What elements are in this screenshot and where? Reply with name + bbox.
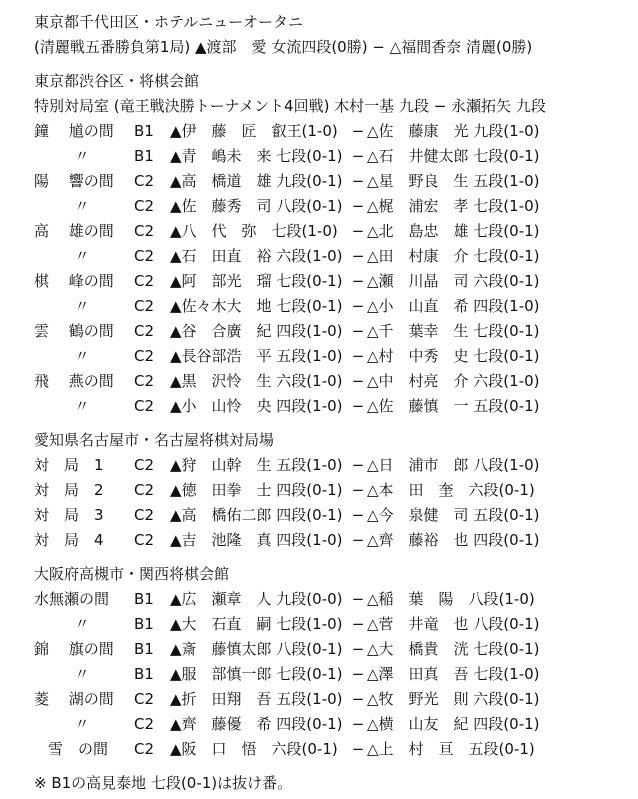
game-row	[34, 294, 634, 319]
game-row	[34, 712, 634, 737]
black-player: ▲佐々木大 地 七段(0-1)	[170, 297, 343, 315]
black-player: ▲斎 藤慎太郎 八段(0-1)	[170, 640, 343, 658]
game-row	[34, 344, 634, 369]
versus-dash: −	[351, 590, 365, 608]
room-name: 〃	[74, 347, 90, 365]
game-row	[34, 737, 634, 762]
versus-dash: −	[351, 456, 365, 474]
white-player: △菅 井竜 也 八段(0-1)	[367, 615, 540, 633]
black-player: ▲谷 合廣 紀 四段(1-0)	[170, 322, 343, 340]
room-name: 陽 響の間	[34, 172, 114, 190]
room-name: 〃	[74, 147, 90, 165]
league-class: C2	[134, 347, 155, 365]
versus-dash: −	[351, 222, 365, 240]
versus-dash: −	[351, 531, 365, 549]
league-class: C2	[134, 531, 155, 549]
black-player: ▲狩 山幹 生 五段(1-0)	[170, 456, 343, 474]
white-player: △佐 藤慎 一 五段(0-1)	[367, 397, 540, 415]
game-row	[34, 394, 634, 419]
versus-dash: −	[351, 506, 365, 524]
game-row	[34, 219, 634, 244]
game-row	[34, 119, 634, 144]
black-player: ▲長谷部浩 平 五段(1-0)	[170, 347, 343, 365]
league-class: C2	[134, 456, 155, 474]
sections	[34, 69, 634, 771]
league-class: C2	[134, 740, 155, 758]
game-row	[34, 369, 634, 394]
versus-dash: −	[351, 347, 365, 365]
room-name: 鐘 馗の間	[34, 122, 114, 140]
league-class: C2	[134, 247, 155, 265]
league-class: C2	[134, 372, 155, 390]
white-player: △齊 藤裕 也 四段(0-1)	[367, 531, 540, 549]
game-row	[34, 269, 634, 294]
league-class: C2	[134, 172, 155, 190]
versus-dash: −	[351, 665, 365, 683]
league-class: B1	[134, 640, 154, 658]
league-class: C2	[134, 481, 155, 499]
header-venue: 東京都千代田区・ホテルニューオータニ	[34, 13, 303, 31]
versus-dash: −	[351, 247, 365, 265]
game-row	[34, 319, 634, 344]
white-player: △千 葉幸 生 七段(0-1)	[367, 322, 540, 340]
versus-dash: −	[351, 122, 365, 140]
game-row	[34, 453, 634, 478]
black-player: ▲吉 池隆 真 四段(1-0)	[170, 531, 343, 549]
white-player: △田 村康 介 七段(0-1)	[367, 247, 540, 265]
black-player: ▲大 石直 嗣 七段(1-0)	[170, 615, 343, 633]
white-player: △日 浦市 郎 八段(1-0)	[367, 456, 540, 474]
room-name: 錦 旗の間	[34, 640, 114, 658]
league-class: C2	[134, 397, 155, 415]
room-name: 〃	[74, 615, 90, 633]
black-player: ▲高 橋佑二郎 四段(0-1)	[170, 506, 343, 524]
black-player: ▲八 代 弥 七段(1-0)	[170, 222, 338, 240]
game-row	[34, 478, 634, 503]
black-player: ▲青 嶋未 来 七段(0-1)	[170, 147, 343, 165]
game-row	[34, 194, 634, 219]
game-row	[34, 587, 634, 612]
room-name: 〃	[74, 297, 90, 315]
white-player: △大 橋貴 洸 七段(0-1)	[367, 640, 540, 658]
game-row	[34, 144, 634, 169]
black-player: ▲阿 部光 瑠 七段(0-1)	[170, 272, 343, 290]
versus-dash: −	[351, 715, 365, 733]
game-row	[34, 528, 634, 553]
black-player: ▲伊 藤 匠 叡王(1-0)	[170, 122, 338, 140]
black-player: ▲小 山怜 央 四段(1-0)	[170, 397, 343, 415]
room-name: 棋 峰の間	[34, 272, 114, 290]
league-class: B1	[134, 665, 154, 683]
header-title-match: (清麗戦五番勝負第1局) ▲渡部 愛 女流四段(0勝) − △福間香奈 清麗(0勝)	[34, 38, 533, 56]
versus-dash: −	[351, 372, 365, 390]
white-player: △佐 藤康 光 九段(1-0)	[367, 122, 540, 140]
game-row	[34, 637, 634, 662]
versus-dash: −	[351, 640, 365, 658]
white-player: △瀬 川晶 司 六段(0-1)	[367, 272, 540, 290]
league-class: C2	[134, 715, 155, 733]
room-name: 雲 鶴の間	[34, 322, 114, 340]
league-class: C2	[134, 297, 155, 315]
footer-note: ※ B1の高見泰地 七段(0-1)は抜け番。	[34, 774, 293, 792]
white-player: △今 泉健 司 五段(0-1)	[367, 506, 540, 524]
league-class: C2	[134, 322, 155, 340]
white-player: △小 山直 希 四段(1-0)	[367, 297, 540, 315]
black-player: ▲齊 藤優 希 四段(0-1)	[170, 715, 343, 733]
black-player: ▲広 瀬章 人 九段(0-0)	[170, 590, 343, 608]
white-player: △本 田 奎 六段(0-1)	[367, 481, 535, 499]
white-player: △澤 田真 吾 七段(1-0)	[367, 665, 540, 683]
white-player: △村 中秀 史 七段(0-1)	[367, 347, 540, 365]
white-player: △上 村 亘 五段(0-1)	[367, 740, 535, 758]
white-player: △稲 葉 陽 八段(1-0)	[367, 590, 535, 608]
document-body	[34, 10, 634, 796]
section-venue: 東京都渋谷区・将棋会館	[34, 72, 200, 90]
versus-dash: −	[351, 197, 365, 215]
room-name: 〃	[74, 665, 90, 683]
black-player: ▲佐 藤秀 司 八段(0-1)	[170, 197, 343, 215]
game-row	[34, 687, 634, 712]
room-name: 対 局 1	[34, 456, 104, 474]
versus-dash: −	[351, 481, 365, 499]
white-player: △中 村亮 介 六段(1-0)	[367, 372, 540, 390]
white-player: △北 島忠 雄 七段(0-1)	[367, 222, 540, 240]
black-player: ▲石 田直 裕 六段(1-0)	[170, 247, 343, 265]
game-row	[34, 662, 634, 687]
game-row	[34, 169, 634, 194]
game-row	[34, 612, 634, 637]
league-class: C2	[134, 690, 155, 708]
versus-dash: −	[351, 272, 365, 290]
black-player: ▲服 部慎一郎 七段(0-1)	[170, 665, 343, 683]
game-row	[34, 503, 634, 528]
versus-dash: −	[351, 147, 365, 165]
room-name: 雪 の間	[48, 740, 109, 758]
league-class: B1	[134, 147, 154, 165]
room-name: 〃	[74, 397, 90, 415]
room-name: 〃	[74, 197, 90, 215]
white-player: △石 井健太郎 七段(0-1)	[367, 147, 540, 165]
room-name: 〃	[74, 715, 90, 733]
game-row	[34, 244, 634, 269]
league-class: B1	[134, 615, 154, 633]
versus-dash: −	[351, 172, 365, 190]
league-class: B1	[134, 590, 154, 608]
room-name: 対 局 3	[34, 506, 104, 524]
white-player: △横 山友 紀 四段(0-1)	[367, 715, 540, 733]
section-venue: 愛知県名古屋市・名古屋将棋対局場	[34, 431, 275, 449]
room-name: 水無瀬の間	[34, 590, 110, 608]
versus-dash: −	[351, 322, 365, 340]
versus-dash: −	[351, 690, 365, 708]
room-name: 〃	[74, 247, 90, 265]
black-player: ▲徳 田拳 士 四段(0-1)	[170, 481, 343, 499]
section-venue: 大阪府高槻市・関西将棋会館	[34, 565, 230, 583]
room-name: 対 局 4	[34, 531, 104, 549]
special-game-line: 特別対局室 (竜王戦決勝トーナメント4回戦) 木村一基 九段 − 永瀬拓矢 九段	[34, 97, 546, 115]
room-name: 対 局 2	[34, 481, 104, 499]
room-name: 飛 燕の間	[34, 372, 114, 390]
black-player: ▲高 橋道 雄 九段(0-1)	[170, 172, 343, 190]
league-class: C2	[134, 272, 155, 290]
league-class: C2	[134, 197, 155, 215]
black-player: ▲阪 口 悟 六段(0-1)	[170, 740, 338, 758]
room-name: 菱 湖の間	[34, 690, 114, 708]
league-class: C2	[134, 222, 155, 240]
league-class: C2	[134, 506, 155, 524]
league-class: B1	[134, 122, 154, 140]
versus-dash: −	[351, 397, 365, 415]
white-player: △星 野良 生 五段(1-0)	[367, 172, 540, 190]
black-player: ▲折 田翔 吾 五段(1-0)	[170, 690, 343, 708]
versus-dash: −	[351, 740, 365, 758]
white-player: △牧 野光 則 六段(0-1)	[367, 690, 540, 708]
white-player: △梶 浦宏 孝 七段(1-0)	[367, 197, 540, 215]
black-player: ▲黒 沢怜 生 六段(1-0)	[170, 372, 343, 390]
versus-dash: −	[351, 297, 365, 315]
room-name: 高 雄の間	[34, 222, 114, 240]
versus-dash: −	[351, 615, 365, 633]
